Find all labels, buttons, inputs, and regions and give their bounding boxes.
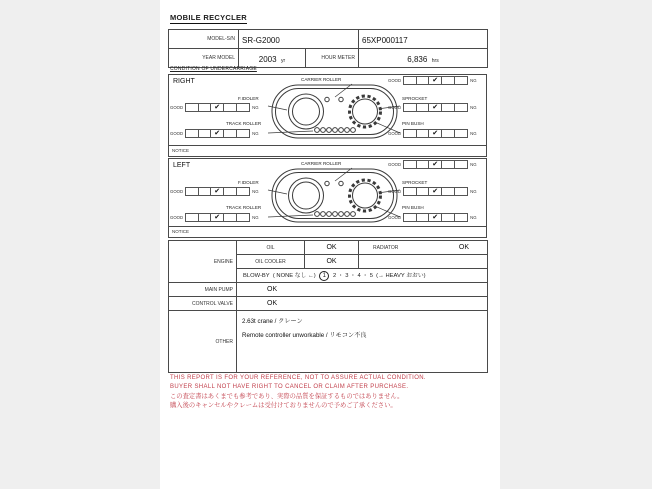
other-note-line: 2.63t crane / クレーン (242, 318, 303, 325)
sprocket-rating: GOOD ✔ NG (388, 188, 477, 195)
side-label: LEFT (173, 162, 191, 169)
rating-cell: ✔ (211, 214, 224, 221)
rating-strip (403, 103, 468, 112)
notice-row: NOTICE (169, 226, 486, 237)
pin-bush-rating: GOOD ✔ NG (388, 214, 477, 221)
rating-cell (404, 130, 417, 137)
header-table (168, 29, 488, 68)
blow-by-prefix: ( NONE なし ←) (272, 273, 316, 280)
main-pump-label: MAIN PUMP (169, 283, 237, 297)
rating-cell: ✔ (429, 214, 442, 221)
rating-strip (403, 187, 468, 196)
other-notes (237, 311, 488, 373)
rating-strip (185, 187, 250, 196)
rating-cell: ✔ (211, 130, 224, 137)
carrier-roller-rating: GOOD ✔ NG (388, 77, 477, 84)
model-sn-label: MODEL-S/N (169, 30, 239, 49)
f-idoler-rating: GOOD ✔ NG (170, 188, 259, 195)
rating-strip (403, 129, 468, 138)
table-row (169, 49, 488, 68)
f-idoler-label: F.IDOLER (238, 96, 259, 101)
blow-by-suffix: (→ HEAVY おおい) (376, 273, 426, 280)
side-label: RIGHT (173, 78, 195, 85)
rating-cell: ✔ (429, 104, 442, 111)
rating-cell (224, 188, 237, 195)
other-note-line: Remote controller unworkable / リモコン不良 (242, 332, 367, 339)
year-model-label: YEAR MODEL (169, 49, 239, 68)
rating-cell (186, 130, 199, 137)
track-roller-rating: GOOD ✔ NG (170, 130, 259, 137)
track-roller-label: TRACK ROLLER (226, 205, 262, 210)
table-row (169, 311, 488, 373)
rating-cell (237, 104, 250, 111)
engine-label: ENGINE (169, 241, 237, 283)
rating-cell: ✔ (429, 161, 442, 168)
rating-cell (455, 214, 468, 221)
oil-cooler-label: OIL COOLER (237, 255, 305, 269)
other-label: OTHER (169, 311, 237, 373)
radiator-cell (359, 241, 488, 255)
table-row (169, 283, 488, 297)
rating-cell (404, 104, 417, 111)
rating-cell (417, 188, 430, 195)
control-valve-label: CONTROL VALVE (169, 297, 237, 311)
rating-cell (417, 77, 430, 84)
inspection-table (168, 240, 488, 373)
rating-cell (237, 214, 250, 221)
rating-strip (185, 129, 250, 138)
hour-meter-value: 6,836 hrs (359, 49, 488, 68)
year-model-value: 2003 yr (239, 49, 306, 68)
table-row (169, 297, 488, 311)
rating-cell (186, 188, 199, 195)
radiator-value: OK (458, 244, 469, 251)
pin-bush-rating: GOOD ✔ NG (388, 130, 477, 137)
disclaimer-line: BUYER SHALL NOT HAVE RIGHT TO CANCEL OR CLAIM AFTER PURCHASE. (170, 384, 409, 390)
pin-bush-label: PIN BUSH (402, 121, 424, 126)
carrier-roller-label: CARRIER ROLLER (301, 161, 342, 166)
rating-cell (199, 214, 212, 221)
rating-cell (455, 188, 468, 195)
inspection-sheet (160, 0, 500, 489)
disclaimer-line: THIS REPORT IS FOR YOUR REFERENCE, NOT TO ASSURE ACTUAL CONDITION. (170, 375, 426, 381)
rating-cell (224, 104, 237, 111)
rating-cell (224, 130, 237, 137)
rating-cell (186, 214, 199, 221)
rating-cell (442, 188, 455, 195)
rating-cell (442, 214, 455, 221)
disclaimer-line: 購入後のキャンセルやクレームは受付けておりませんので予めご了承ください。 (170, 402, 397, 409)
rating-cell (199, 130, 212, 137)
rating-cell (417, 104, 430, 111)
table-row (169, 30, 488, 49)
rating-cell (417, 214, 430, 221)
rating-cell (442, 104, 455, 111)
sprocket-label: SPROCKET (402, 96, 428, 101)
rating-cell (404, 214, 417, 221)
rating-cell (224, 214, 237, 221)
rating-cell (442, 130, 455, 137)
oil-value: OK (305, 241, 359, 255)
oil-cooler-value: OK (305, 255, 359, 269)
blow-by-label: BLOW-BY (243, 273, 270, 280)
sprocket-rating: GOOD ✔ NG (388, 104, 477, 111)
rating-cell (442, 161, 455, 168)
page-title: MOBILE RECYCLER (170, 13, 248, 22)
rating-cell (237, 188, 250, 195)
radiator-label: RADIATOR (373, 244, 399, 251)
sprocket-label: SPROCKET (402, 180, 428, 185)
rating-cell (455, 130, 468, 137)
hour-meter-label: HOUR METER (306, 49, 359, 68)
rating-strip (403, 76, 468, 85)
rating-cell (442, 77, 455, 84)
rating-cell (237, 130, 250, 137)
carrier-roller-rating: GOOD ✔ NG (388, 161, 477, 168)
rating-cell (417, 130, 430, 137)
carrier-roller-label: CARRIER ROLLER (301, 77, 342, 82)
rating-cell: ✔ (211, 188, 224, 195)
blow-by-selected: 1 (319, 271, 329, 281)
f-idoler-rating: GOOD ✔ NG (170, 104, 259, 111)
rating-strip (403, 160, 468, 169)
rating-cell: ✔ (211, 104, 224, 111)
rating-cell (455, 104, 468, 111)
f-idoler-label: F.IDOLER (238, 180, 259, 185)
rating-strip (403, 213, 468, 222)
empty-cell (359, 255, 488, 269)
rating-cell (455, 77, 468, 84)
undercarriage-right-box (168, 74, 487, 157)
pin-bush-label: PIN BUSH (402, 205, 424, 210)
rating-cell (404, 77, 417, 84)
rating-cell (186, 104, 199, 111)
notice-row: NOTICE (169, 145, 486, 156)
rating-cell (404, 188, 417, 195)
rating-strip (185, 103, 250, 112)
main-pump-value: OK (237, 283, 488, 297)
rating-cell (199, 188, 212, 195)
undercarriage-left-box (168, 158, 487, 238)
table-row (169, 241, 488, 255)
rating-cell (417, 161, 430, 168)
control-valve-value: OK (237, 297, 488, 311)
track-roller-rating: GOOD ✔ NG (170, 214, 259, 221)
rating-strip (185, 213, 250, 222)
model-sn-value: SR-G2000 (239, 30, 359, 49)
rating-cell: ✔ (429, 130, 442, 137)
rating-cell (455, 161, 468, 168)
oil-label: OIL (237, 241, 305, 255)
rating-cell: ✔ (429, 188, 442, 195)
disclaimer-line: この査定書はあくまでも参考であり、実際の品質を保証するものではありません。 (170, 393, 404, 400)
rating-cell: ✔ (429, 77, 442, 84)
disclaimer (170, 374, 426, 410)
rating-cell (199, 104, 212, 111)
section-label: CONDITION OF UNDERCARRIAGE (170, 66, 257, 72)
blow-by-scale: 2 ・ 3 ・ 4 ・ 5 (332, 273, 373, 280)
track-roller-label: TRACK ROLLER (226, 121, 262, 126)
serial-value: 65XP000117 (359, 30, 488, 49)
blow-by-cell (237, 269, 488, 283)
rating-cell (404, 161, 417, 168)
